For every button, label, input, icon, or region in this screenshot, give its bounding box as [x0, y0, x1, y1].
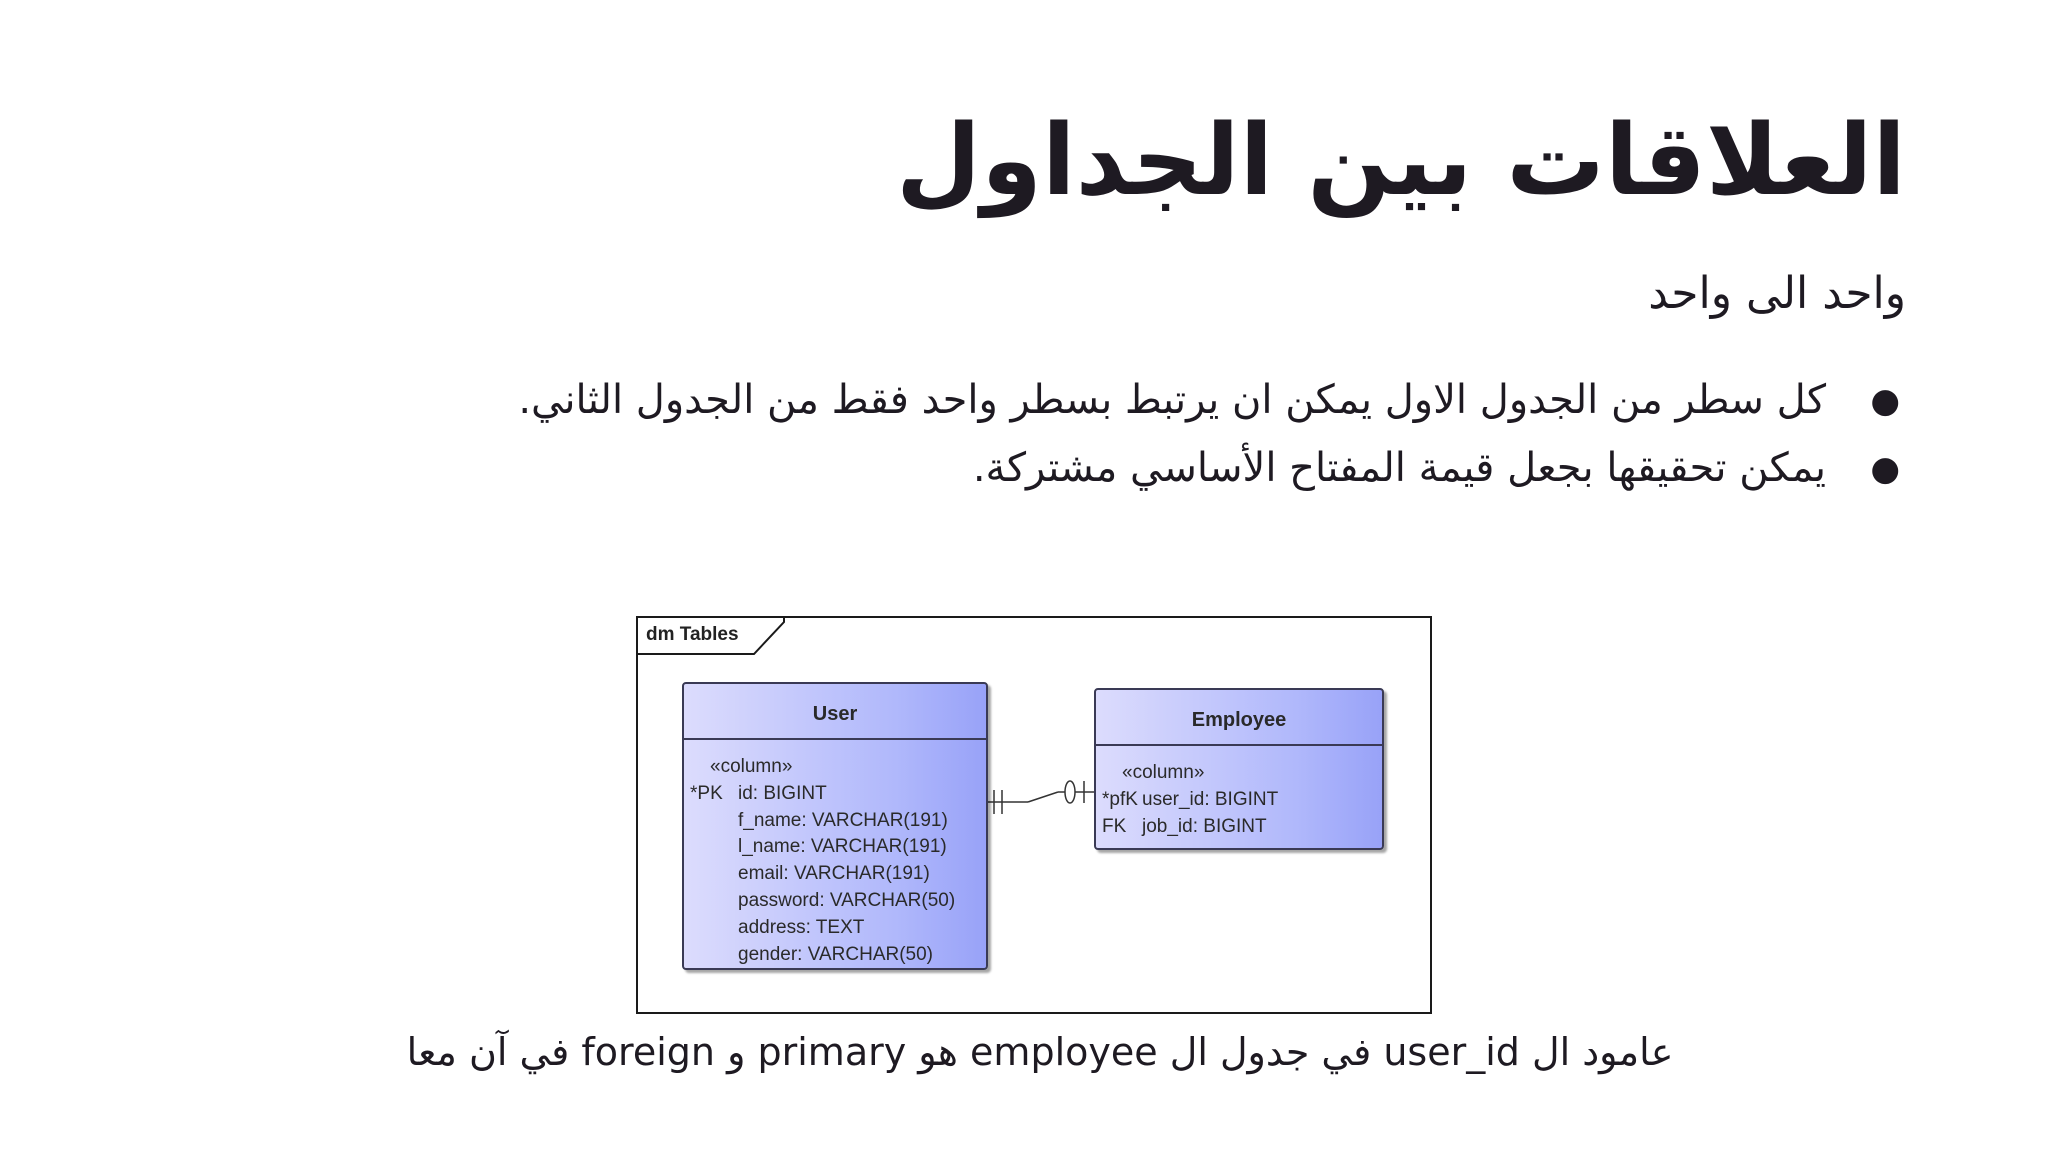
slide-subtitle: واحد الى واحد — [1648, 268, 1906, 319]
bullet-dot-icon: ● — [1870, 449, 1900, 489]
table-row: password: VARCHAR(50) — [738, 889, 956, 911]
table-row: FK job_id: BIGINT — [1102, 815, 1267, 837]
bullet-item — [346, 434, 1906, 502]
bullet-list — [346, 366, 1906, 502]
user-table-columns — [684, 740, 986, 968]
zero-mark — [1065, 781, 1075, 803]
table-row: l_name: VARCHAR(191) — [738, 836, 947, 858]
bullet-item — [346, 366, 1906, 434]
employee-table-stereotype: «column» — [1122, 762, 1205, 783]
table-row: *pfK user_id: BIGINT — [1102, 788, 1279, 810]
table-row: email: VARCHAR(191) — [738, 863, 930, 885]
user-table-name: User — [684, 684, 986, 740]
diagram-frame-label: dm Tables — [646, 624, 739, 645]
slide-title: العلاقات بين الجداول — [896, 104, 1906, 218]
table-row: address: TEXT — [738, 916, 865, 938]
employee-table — [1094, 688, 1384, 850]
user-table-stereotype: «column» — [710, 756, 793, 777]
table-row: gender: VARCHAR(50) — [738, 943, 934, 965]
er-diagram — [636, 616, 1432, 1014]
bullet-text: كل سطر من الجدول الاول يمكن ان يرتبط بسطر واحد فقط من الجدول الثاني. — [518, 377, 1826, 423]
table-row: f_name: VARCHAR(191) — [738, 809, 948, 831]
table-row: *PK id: BIGINT — [690, 782, 827, 804]
employee-table-name: Employee — [1096, 690, 1382, 746]
bullet-dot-icon: ● — [1870, 381, 1900, 421]
user-table — [682, 682, 988, 970]
employee-table-columns — [1096, 746, 1382, 840]
diagram-caption: عامود ال user_id في جدول ال employee هو primary و foreign في آن معا — [406, 1030, 1674, 1074]
bullet-text: يمكن تحقيقها بجعل قيمة المفتاح الأساسي مشتركة. — [972, 445, 1826, 491]
